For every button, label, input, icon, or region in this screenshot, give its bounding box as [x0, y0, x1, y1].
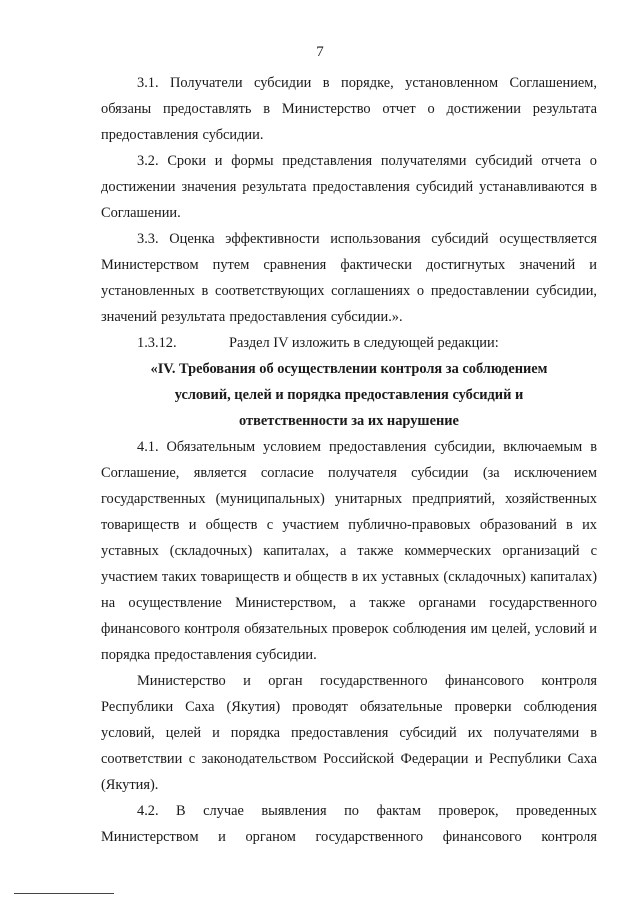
- section-heading-line-1: «IV. Требования об осуществлении контроля за соблюдением: [150, 361, 548, 377]
- document-body: [101, 70, 597, 850]
- paragraph-4-1: 4.1. Обязательным условием предоставления субсидии, включаемым в Соглашение, является согласие получателя субсидии (за исключением государственных (муниципальных) унитарных предприятий, хозяйственных товариществ и обществ с участием публично-правовых образований в их уставных (складочных) капиталах, а также коммерческих организаций с участием таких товариществ и обществ в их уставных (складочных) капиталах) на осуществление Министерством, а также органами государственного финансового контроля обязательных проверок соблюдения им целей, условий и порядка предоставления субсидии.: [101, 439, 597, 663]
- paragraph-3-1: 3.1. Получатели субсидии в порядке, установленном Соглашением, обязаны предоставлять в Министерство отчет о достижении результата предоставления субсидии.: [101, 75, 597, 143]
- paragraph-ministry-checks: Министерство и орган государственного финансового контроля Республики Саха (Якутия) проводят обязательные проверки соблюдения условий, целей и порядка предоставления субсидий их получателями в соответствии с законодательством Российской Федерации и Республики Саха (Якутия).: [101, 673, 597, 793]
- item-text: Раздел IV изложить в следующей редакции:: [229, 335, 499, 351]
- section-heading-line-2: условий, целей и порядка предоставления субсидий и: [174, 387, 524, 403]
- section-heading-line-3: ответственности за их нарушение: [239, 413, 459, 429]
- amendment-item: [101, 330, 597, 356]
- item-number: 1.3.12.: [137, 335, 177, 351]
- page-number: 7: [316, 44, 324, 60]
- paragraph-4-2: 4.2. В случае выявления по фактам проверок, проведенных Министерством и органом государственного финансового контроля: [101, 803, 597, 845]
- paragraph-3-2: 3.2. Сроки и формы представления получателями субсидий отчета о достижении значения результата предоставления субсидий устанавливаются в Соглашении.: [101, 153, 597, 221]
- footer-rule: [14, 893, 114, 894]
- paragraph-3-3: 3.3. Оценка эффективности использования субсидий осуществляется Министерством путем сравнения фактически достигнутых значений и установленных в соответствующих соглашениях о предоставлении субсидии, значений результата предоставления субсидии.».: [101, 231, 597, 325]
